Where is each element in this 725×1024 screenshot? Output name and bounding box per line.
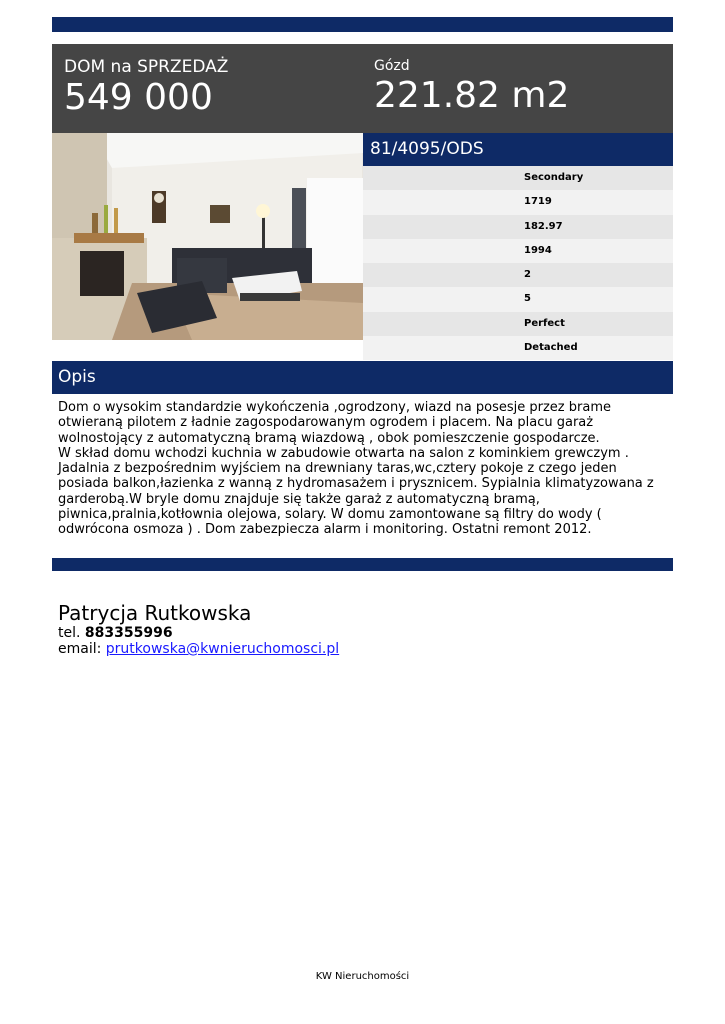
listing-id: 81/4095/ODS [370, 139, 484, 159]
listing-header [52, 44, 673, 133]
footer-brand: KW Nieruchomości [315, 971, 410, 982]
phone-label: tel. [58, 625, 81, 641]
attributes-table [363, 166, 673, 360]
attribute-value: 5 [524, 293, 531, 305]
agent-name: Patrycja Rutkowska [58, 601, 252, 625]
listing-type: DOM na SPRZEDAŻ [64, 57, 229, 77]
top-banner-bar [52, 17, 673, 32]
property-photo [52, 133, 363, 340]
header-right [374, 57, 569, 116]
header-left [64, 57, 228, 119]
attribute-value: Perfect [524, 317, 565, 329]
listing-price: 549 000 [64, 77, 213, 118]
attribute-row [363, 263, 673, 287]
attribute-row [363, 166, 673, 190]
attribute-row [363, 287, 673, 311]
agent-phone-line [58, 625, 339, 641]
attribute-value: Secondary [524, 172, 584, 183]
listing-area: 221.82 m2 [374, 75, 570, 116]
attribute-value: Detached [524, 342, 578, 354]
agent-phone[interactable]: 883355996 [84, 625, 173, 641]
agent-contact [58, 601, 339, 657]
description-text: Dom o wysokim standardzie wykończenia ,ogrodzony, wiazd na posesje przez brame otwieraną pilotem z ładnie zagospodarowanym ogrodem i placem. Na placu garaż wolnostojący z automatyczną bramą wiazdową , obok pomieszczenie gospodarcze. W skład domu wchodzi kuchnia w zabudowie otwarta na salon z kominkiem grewczym . Jadalnia z bezpośrednim wyjściem na drewniany taras,wc,cztery pokoje z czego jeden posiada balkon,łazienka z wanną z hydromasażem i prysznicem. Sypialnia klimatyzowana z garderobą.W bryle domu znajduje się także garaż z automatyczną bramą, piwnica,pralnia,kotłownia olejowa, solary. W domu zamontowane są filtry do wody ( odwrócona osmoza ) . Dom zabezpiecza alarm i monitoring. Ostatni remont 2012. [58, 400, 654, 538]
attribute-value: 2 [524, 269, 531, 281]
attribute-value: 1994 [524, 244, 552, 256]
listing-city: Gózd [374, 58, 410, 74]
listing-id-bar [363, 133, 673, 166]
agent-email-link[interactable]: prutkowska@kwnieruchomosci.pl [105, 641, 340, 657]
agent-email-line [58, 641, 339, 657]
description-heading: Opis [58, 367, 96, 387]
attribute-row [363, 336, 673, 360]
attribute-row [363, 312, 673, 336]
attribute-row [363, 239, 673, 263]
attribute-row [363, 190, 673, 214]
description-heading-bar [52, 361, 673, 394]
divider-bar [52, 558, 673, 571]
attribute-value: 182.97 [524, 220, 563, 232]
attribute-value: 1719 [524, 196, 552, 208]
email-label: email: [58, 641, 102, 657]
attribute-row [363, 215, 673, 239]
